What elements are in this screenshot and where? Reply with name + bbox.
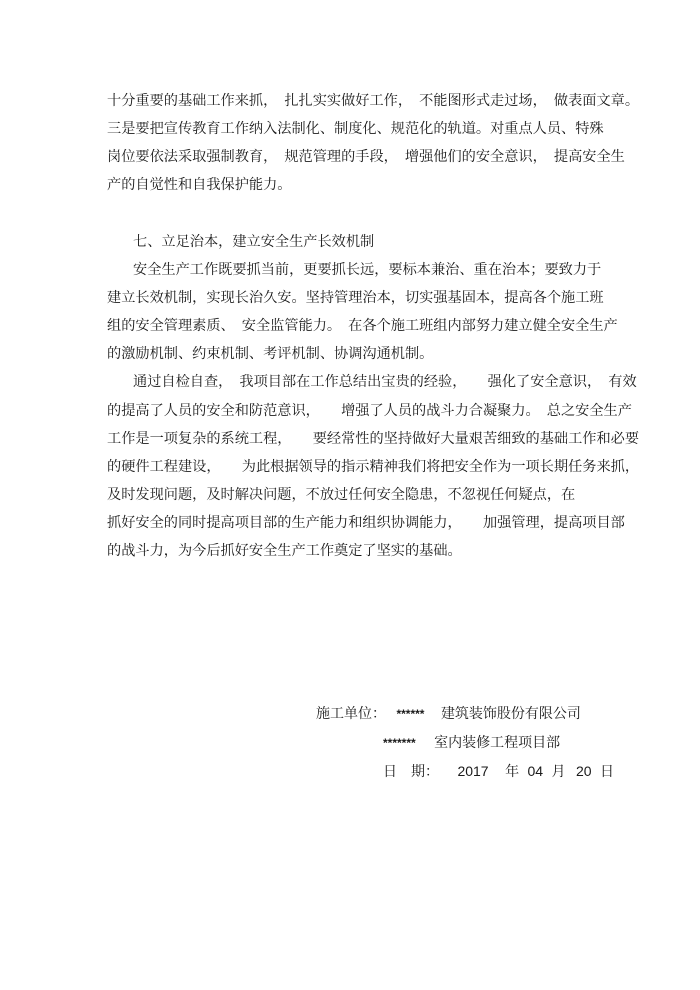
date-label: 日 期： <box>383 764 439 780</box>
paragraph-1-line-4: 产的自觉性和自我保护能力。 <box>107 177 292 193</box>
paragraph-2-line-3: 组的安全管理素质、 安全监管能力。 在各个施工班组内部努力建立健全安全生产 <box>107 318 618 334</box>
date-day: 20 <box>576 763 592 779</box>
company-name: 建筑装饰股份有限公司 <box>440 706 581 722</box>
dept-name: 室内装修工程项目部 <box>434 735 561 751</box>
date-month-unit: 月 <box>551 764 566 780</box>
paragraph-2-line-1: 安全生产工作既要抓当前，更要抓长远，要标本兼治、重在治本；要致力于 <box>133 262 602 278</box>
unit-label: 施工单位： <box>316 706 386 722</box>
section-heading: 七、立足治本，建立安全生产长效机制 <box>133 234 375 250</box>
company-mask: ****** <box>396 707 425 721</box>
paragraph-3-line-6: 抓好安全的同时提高项目部的生产能力和组织协调能力， 加强管理，提高项目部 <box>107 515 625 531</box>
paragraph-2-line-4: 的激励机制、约束机制、考评机制、协调沟通机制。 <box>107 346 434 362</box>
date-year: 2017 <box>457 763 489 779</box>
paragraph-3-line-7: 的战斗力，为今后抓好安全生产工作奠定了坚实的基础。 <box>107 543 462 559</box>
paragraph-3-line-5: 及时发现问题，及时解决问题，不放过任何安全隐患，不忽视任何疑点，在 <box>107 487 576 503</box>
date-day-unit: 日 <box>600 764 615 780</box>
dept-mask: ******* <box>383 736 416 750</box>
signature-unit-line <box>316 705 581 723</box>
paragraph-1-line-3: 岗位要依法采取强制教育， 规范管理的手段， 增强他们的安全意识， 提高安全生 <box>107 149 625 165</box>
paragraph-2-line-2: 建立长效机制，实现长治久安。坚持管理治本，切实强基固本，提高各个施工班 <box>107 290 604 306</box>
signature-dept-line <box>383 734 560 752</box>
paragraph-1-line-1: 十分重要的基础工作来抓， 扎扎实实做好工作， 不能图形式走过场， 做表面文章。 <box>107 93 640 109</box>
paragraph-3-line-3: 工作是一项复杂的系统工程， 要经常性的坚持做好大量艰苦细致的基础工作和必要 <box>107 431 640 447</box>
paragraph-1-line-2: 三是要把宣传教育工作纳入法制化、制度化、规范化的轨道。对重点人员、特殊 <box>107 121 604 137</box>
paragraph-3-line-1: 通过自检自查， 我项目部在工作总结出宝贵的经验， 强化了安全意识， 有效 <box>133 374 637 390</box>
date-month: 04 <box>527 763 544 779</box>
signature-date-line <box>383 762 614 781</box>
paragraph-3-line-2: 的提高了人员的安全和防范意识， 增强了人员的战斗力合凝聚力。 总之安全生产 <box>107 403 632 419</box>
date-year-unit: 年 <box>505 764 520 780</box>
paragraph-3-line-4: 的硬件工程建设， 为此根据领导的指示精神我们将把安全作为一项长期任务来抓， <box>107 459 640 475</box>
